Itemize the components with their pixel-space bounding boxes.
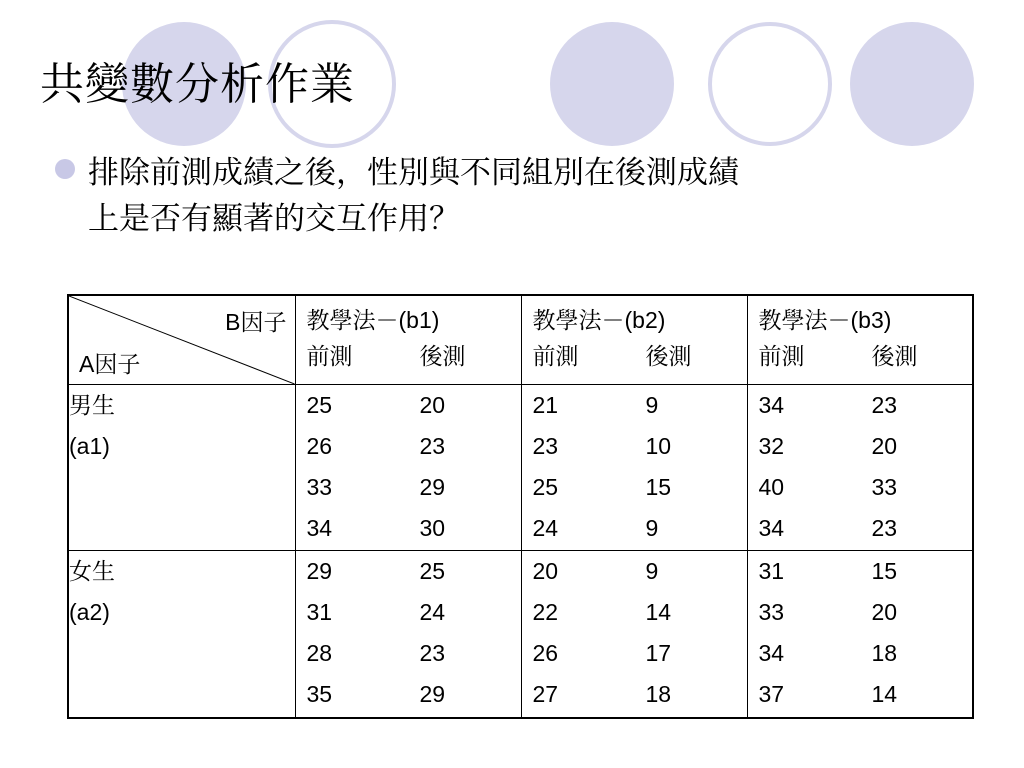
post-score: 17 [645, 640, 672, 667]
post-score: 23 [419, 640, 446, 667]
bullet-line: 上是否有顯著的交互作用？ [88, 201, 460, 237]
score-cell [521, 551, 747, 718]
pre-score: 32 [758, 433, 785, 459]
pre-test-header: 前測 [306, 343, 353, 369]
post-test-header: 後測 [645, 343, 692, 369]
pre-score: 22 [532, 599, 559, 626]
post-score: 30 [419, 515, 446, 541]
pre-score: 28 [306, 640, 333, 667]
group-code: (a2) [69, 599, 110, 626]
post-test-header: 後測 [419, 343, 466, 369]
pre-score: 24 [532, 515, 559, 541]
pre-score: 31 [758, 558, 785, 585]
slide-title: 共變數分析作業 [40, 59, 355, 110]
bullet-line: 排除前測成績之後，性別與不同組別在後測成績 [88, 155, 739, 191]
bullet-point [55, 150, 955, 242]
post-score: 23 [871, 392, 898, 418]
method-label: 教學法－(b3) [758, 307, 892, 333]
method-header [521, 295, 747, 385]
score-cell [747, 551, 973, 718]
method-header [747, 295, 973, 385]
post-score: 29 [419, 681, 446, 708]
post-score: 24 [419, 599, 446, 626]
pre-score: 25 [532, 474, 559, 500]
group-cell [68, 551, 295, 718]
table-header-row [68, 295, 973, 385]
post-test-header: 後測 [871, 343, 918, 369]
score-cell [521, 385, 747, 551]
bullet-text [88, 150, 948, 242]
pre-score: 25 [306, 392, 333, 418]
post-score: 14 [871, 681, 898, 708]
bullet-dot-icon [55, 159, 75, 179]
post-score: 14 [645, 599, 672, 626]
post-score: 15 [871, 558, 898, 585]
pre-score: 34 [758, 392, 785, 418]
post-score: 18 [645, 681, 672, 708]
pre-score: 26 [306, 433, 333, 459]
table-row [68, 551, 973, 718]
pre-score: 34 [306, 515, 333, 541]
factor-a-label: A因子 [79, 351, 141, 377]
deco-circle-3 [550, 22, 674, 146]
pre-score: 26 [532, 640, 559, 667]
post-score: 9 [645, 515, 659, 541]
pre-score: 40 [758, 474, 785, 500]
corner-cell [68, 295, 295, 385]
post-score: 9 [645, 558, 659, 585]
group-name: 男生 [69, 392, 115, 418]
post-score: 9 [645, 392, 659, 418]
pre-score: 20 [532, 558, 559, 585]
post-score: 18 [871, 640, 898, 667]
group-code: (a1) [69, 433, 110, 459]
post-score: 23 [871, 515, 898, 541]
pre-score: 31 [306, 599, 333, 626]
method-header [295, 295, 521, 385]
pre-score: 34 [758, 515, 785, 541]
post-score: 15 [645, 474, 672, 500]
method-label: 教學法－(b2) [532, 307, 666, 333]
post-score: 23 [419, 433, 446, 459]
deco-circle-5 [850, 22, 974, 146]
pre-score: 33 [758, 599, 785, 626]
method-label: 教學法－(b1) [306, 307, 440, 333]
post-score: 20 [871, 433, 898, 459]
pre-score: 34 [758, 640, 785, 667]
pre-score: 23 [532, 433, 559, 459]
post-score: 20 [419, 392, 446, 418]
post-score: 29 [419, 474, 446, 500]
score-cell [747, 385, 973, 551]
pre-test-header: 前測 [532, 343, 579, 369]
post-score: 20 [871, 599, 898, 626]
pre-test-header: 前測 [758, 343, 805, 369]
post-score: 33 [871, 474, 898, 500]
score-cell [295, 385, 521, 551]
pre-score: 33 [306, 474, 333, 500]
post-score: 10 [645, 433, 672, 459]
score-cell [295, 551, 521, 718]
group-cell [68, 385, 295, 551]
pre-score: 21 [532, 392, 559, 418]
post-score: 25 [419, 558, 446, 585]
pre-score: 29 [306, 558, 333, 585]
data-table [67, 294, 974, 719]
pre-score: 37 [758, 681, 785, 708]
factor-b-label: B因子 [225, 309, 287, 335]
table-row [68, 385, 973, 551]
pre-score: 35 [306, 681, 333, 708]
pre-score: 27 [532, 681, 559, 708]
deco-circle-4 [710, 24, 830, 144]
group-name: 女生 [69, 558, 115, 585]
